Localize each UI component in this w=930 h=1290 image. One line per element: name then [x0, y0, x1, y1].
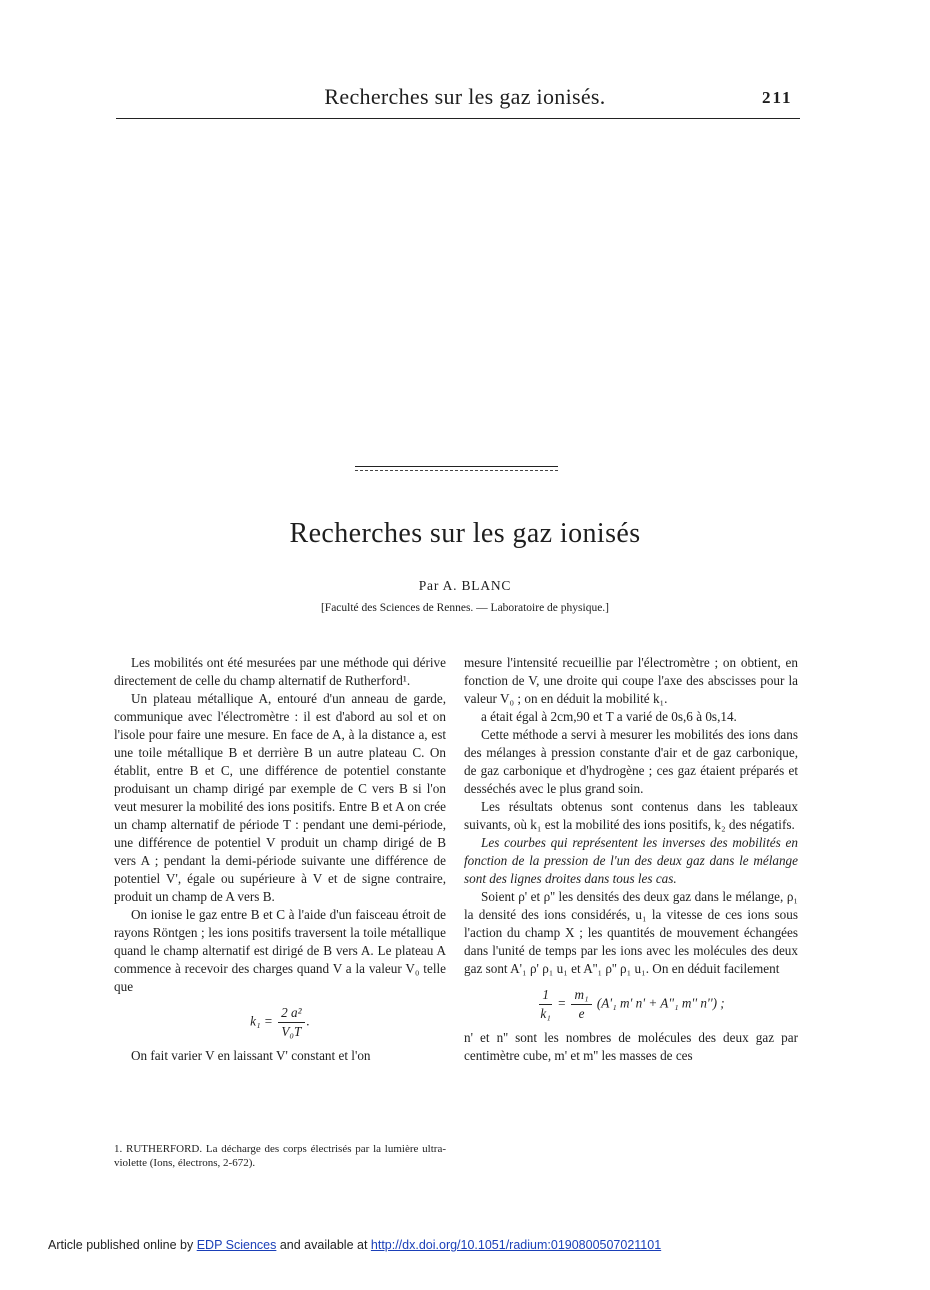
equation-fraction-left: [539, 986, 552, 1023]
paragraph: On fait varier V en laissant V' constant et l'on: [131, 1048, 371, 1063]
equation-inverse-mobility: [464, 986, 798, 1023]
fraction-denominator: e: [578, 1006, 585, 1021]
fraction-denominator: k₁: [540, 1006, 551, 1021]
article-title: Recherches sur les gaz ionisés: [289, 518, 641, 549]
running-head-title: Recherches sur les gaz ionisés.: [324, 84, 606, 109]
paragraph: Un plateau métallique A, entouré d'un anneau de garde, communique avec l'électromètre : il est d'abord au sol et on l'isole pour faire une mesure. En face de A, à la distance a, est une toile métallique B et derrière B un autre plateau C. On établit, entre B et C, une différence de potentiel constante produisant un champ dirigé par exemple de C vers B si l'on veut mesurer la mobilité des ions positifs. Entre B et A on crée un champ alternatif de période T : pendant une demi-période, une différence de potentiel V produit un champ dirigé de B vers A ; pendant la demi-période suivante une différence de potentiel V', égale ou supérieure à V et de signe contraire, produit un champ de A vers B.: [114, 691, 446, 904]
paragraph: a était égal à 2cm,90 et T a varié de 0s,6 à 0s,14.: [481, 709, 737, 724]
equation-mobility: [114, 1004, 446, 1041]
fraction-numerator: m₁: [571, 986, 591, 1005]
ornament-rule-bottom: [355, 470, 558, 471]
paragraph: mesure l'intensité recueillie par l'électromètre ; on obtient, en fonction de V, une droite qui coupe l'axe des abscisses pour la valeur V₀ ; on en déduit la mobilité k₁.: [464, 655, 798, 706]
paragraph: Les résultats obtenus sont contenus dans les tableaux suivants, où k₁ est la mobilité des ions positifs, k₂ des négatifs.: [464, 799, 798, 832]
left-column: [114, 654, 446, 1065]
footnote: 1. RUTHERFORD. La décharge des corps électrisés par la lumière ultra-violette (Ions, électrons, 2-672).: [114, 1143, 446, 1169]
fraction-numerator: 2 a²: [278, 1004, 304, 1023]
author-byline: Par A. BLANC: [418, 578, 512, 593]
fraction-denominator: V₀T: [281, 1024, 302, 1039]
footer-prefix: Article published online by: [48, 1238, 197, 1252]
paragraph: n' et n'' sont les nombres de molécules des deux gaz par centimètre cube, m' et m'' les masses de ces: [464, 1030, 798, 1063]
header-rule: [116, 118, 800, 119]
equation-lhs: k₁ =: [250, 1013, 273, 1029]
equation-fraction-right: [571, 986, 591, 1023]
paragraph: Les mobilités ont été mesurées par une méthode qui dérive directement de celle du champ alternatif de Rutherford¹.: [114, 655, 446, 688]
paragraph: Soient ρ' et ρ'' les densités des deux gaz dans le mélange, ρ₁ la densité des ions considérés, u₁ la vitesse de ces ions sous l'action du champ X ; les quantités de mouvement échangées dans l'unité de temps par les ions avec les molécules des deux gaz sont A'₁ ρ' ρ₁ u₁ et A''₁ ρ'' ρ₁ u₁. On en déduit facilement: [464, 889, 798, 976]
publisher-link[interactable]: EDP Sciences: [196, 1238, 277, 1252]
footer-middle: and available at: [276, 1238, 371, 1252]
paragraph: On ionise le gaz entre B et C à l'aide d'un faisceau étroit de rayons Röntgen ; les ions positifs traversent la toile métallique quand le champ alternatif est dirigé de B vers A. Le plateau A commence à recevoir des charges quand V a la valeur V₀ telle que: [114, 907, 446, 994]
right-column: [464, 654, 798, 1065]
equation-rhs: (A'₁ m' n' + A''₁ m'' n'') ;: [596, 995, 725, 1011]
paragraph: Cette méthode a servi à mesurer les mobilités des ions dans des mélanges à pression constante d'air et de gaz carbonique, de gaz carbonique et d'hydrogène ; ces gaz étaient préparés et desséchés avec le plus grand soin.: [464, 727, 798, 796]
equation-end: .: [306, 1013, 310, 1029]
paragraph-italic: Les courbes qui représentent les inverses des mobilités en fonction de la pression de l'un des deux gaz dans le mélange sont des lignes droites dans tous les cas.: [464, 835, 798, 886]
fraction-numerator: 1: [539, 986, 552, 1005]
equation-fraction: [278, 1004, 304, 1041]
page-number: 211: [762, 88, 793, 107]
ornament-rule-top: [355, 466, 558, 467]
equation-equals: =: [557, 995, 567, 1011]
author-affiliation: [Faculté des Sciences de Rennes. — Laboratoire de physique.]: [320, 602, 610, 614]
doi-link[interactable]: http://dx.doi.org/10.1051/radium:0190800507021101: [370, 1238, 662, 1252]
publication-footer: [48, 1238, 661, 1252]
